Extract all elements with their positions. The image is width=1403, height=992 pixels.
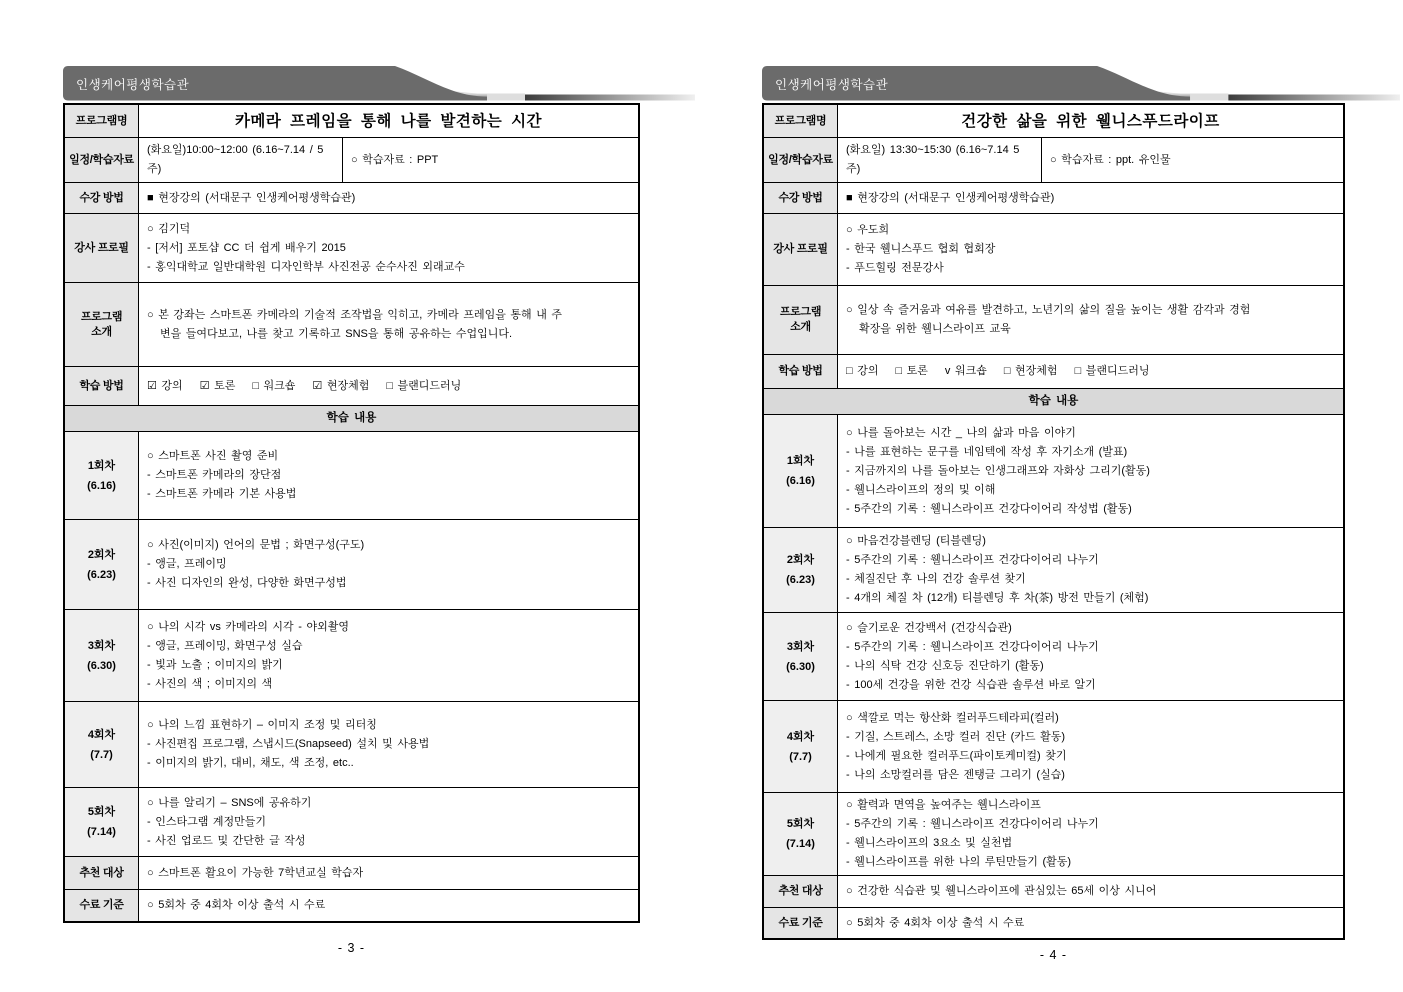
text-line: - 5주간의 기록 : 웰니스라이프 건강다이어리 나누기 (846, 640, 1099, 653)
session-number (65, 788, 139, 856)
session-title: ○ 나를 돌아보는 시간 _ 나의 삶과 마음 이야기 (846, 426, 1076, 439)
text-line: - 나의 소망컬러를 담은 젠탱글 그리기 (실습) (846, 768, 1065, 781)
session-no: 5회차 (87, 806, 116, 818)
text-line: - 사진 디자인의 완성, 다양한 화면구성법 (147, 577, 347, 589)
text-line: - 스마트폰 카메라 기본 사용법 (147, 488, 297, 500)
row-learning-content-header (764, 389, 1343, 415)
text-line: □ 현장체험 (1003, 365, 1058, 377)
row-recommend (65, 857, 638, 890)
session-date: (6.23) (87, 568, 116, 581)
learning-content-header: 학습 내용 (65, 406, 638, 431)
text-line: - 빛과 노출 ; 이미지의 밝기 (147, 658, 283, 671)
label-instructor: 강사 프로필 (764, 214, 838, 285)
text-line: - 100세 건강을 위한 건강 식습관 솔루션 바로 알기 (846, 678, 1096, 691)
session-title: ○ 마음건강블렌딩 (티블렌딩) (846, 535, 986, 547)
session-number (65, 702, 139, 787)
text-line: ☑ 토론 (199, 379, 236, 392)
schedule-value: (화요일) 13:30~15:30 (6.16~7.14 5주) (838, 138, 1042, 182)
row-completion (764, 908, 1343, 938)
session-bullets (147, 813, 630, 851)
row-instructor (764, 214, 1343, 286)
text-line: ○ 본 강좌는 스마트폰 카메라의 기술적 조작법을 익히고, 카메라 프레임을 통해 내 주 (147, 308, 563, 321)
text-line: ☑ 현장체험 (312, 379, 370, 392)
row-learning-method (65, 367, 638, 406)
session-bullets (147, 637, 630, 694)
session-no: 3회차 (87, 639, 116, 652)
label-enroll-method: 수강 방법 (65, 183, 139, 213)
label-recommend: 추천 대상 (65, 857, 139, 889)
label-recommend: 추천 대상 (764, 876, 838, 907)
label-learning-method: 학습 방법 (764, 355, 838, 388)
text-line: 확장을 위한 웰니스라이프 교육 (859, 323, 1011, 335)
session-date: (7.7) (90, 748, 113, 761)
session-bullets (846, 551, 1335, 608)
text-line: - 스마트폰 카메라의 장단점 (147, 469, 282, 481)
text-line: - 5주간의 기록 : 웰니스라이프 건강다이어리 작성법 (활동) (846, 502, 1132, 515)
site-banner (63, 66, 695, 101)
label-learning-method: 학습 방법 (65, 367, 139, 405)
text-line: - 이미지의 밝기, 대비, 채도, 색 조정, etc.. (147, 757, 354, 769)
text-line: ○ 김기덕 (147, 222, 191, 235)
text-line: - 체질진단 후 나의 건강 솔루션 찾기 (846, 573, 1026, 585)
session-title: ○ 사진(이미지) 언어의 문법 ; 화면구성(구도) (147, 539, 365, 551)
session-no: 2회차 (786, 554, 815, 566)
session-date: (7.14) (786, 838, 815, 850)
text-line: □ 워크숍 (252, 379, 296, 392)
session-row-4 (764, 701, 1343, 793)
page-number: - 3 - (337, 941, 366, 955)
text-line: ☑ 강의 (147, 379, 183, 392)
row-program-name (764, 105, 1343, 138)
session-content (139, 520, 638, 609)
session-title: ○ 색깔로 먹는 항산화 컬러푸드테라피(컬러) (846, 711, 1059, 724)
session-date: (7.14) (87, 826, 116, 838)
text-line: - 4개의 체질 차 (12개) 티블렌딩 후 차(茶) 방전 만들기 (체험) (846, 592, 1149, 604)
text-line: - 사진편집 프로그램, 스냅시드(Snapseed) 설치 및 사용법 (147, 738, 430, 750)
label-intro: 프로그램 소개 (65, 283, 139, 366)
label-completion: 수료 기준 (764, 908, 838, 938)
session-row-3 (764, 613, 1343, 701)
site-banner (762, 66, 1400, 101)
session-row-2 (65, 520, 638, 610)
recommend-value: ○ 건강한 식습관 및 웰니스라이프에 관심있는 65세 이상 시니어 (846, 885, 1157, 897)
row-recommend (764, 876, 1343, 908)
text-line: v 워크숍 (944, 365, 987, 377)
session-row-2 (764, 528, 1343, 613)
label-schedule: 일정/학습자료 (65, 138, 139, 182)
program-name: 건강한 삶을 위한 웰니스푸드라이프 (961, 112, 1220, 130)
session-date: (6.23) (786, 574, 815, 586)
session-content (838, 793, 1343, 875)
text-line: □ 강의 (846, 365, 879, 377)
learning-method-checkboxes (838, 355, 1343, 388)
session-number (65, 432, 139, 519)
session-content (838, 415, 1343, 527)
text-line: - 푸드힐링 전문강사 (846, 262, 944, 274)
session-title: ○ 활력과 면역을 높여주는 웰니스라이프 (846, 799, 1041, 811)
text-line: 변을 들여다보고, 나를 찾고 기록하고 SNS을 통해 공유하는 수업입니다. (160, 327, 513, 340)
session-number (764, 701, 838, 792)
program-table (762, 103, 1345, 940)
text-line: - 홍익대학교 일반대학원 디자인학부 사진전공 순수사진 외래교수 (147, 260, 465, 273)
row-instructor (65, 214, 638, 283)
session-number (764, 528, 838, 612)
text-line: - 앵글, 프레이밍, 화면구성 실습 (147, 639, 303, 652)
session-number (764, 793, 838, 875)
session-bullets (147, 466, 630, 504)
text-line: □ 블랜디드러닝 (386, 379, 462, 392)
text-line: - 5주간의 기록 : 웰니스라이프 건강다이어리 나누기 (846, 818, 1099, 830)
text-line: - 5주간의 기록 : 웰니스라이프 건강다이어리 나누기 (846, 554, 1099, 566)
session-row-5 (764, 793, 1343, 876)
session-title: ○ 슬기로운 건강백서 (건강식습관) (846, 621, 1012, 634)
session-bullets (846, 443, 1335, 519)
session-bullets (846, 728, 1335, 785)
completion-value: ○ 5회차 중 4회차 이상 출석 시 수료 (147, 899, 326, 911)
row-schedule (65, 138, 638, 183)
session-no: 5회차 (786, 818, 815, 830)
session-content (139, 702, 638, 787)
page-number: - 4 - (1039, 948, 1068, 962)
text-line: - [저서] 포토샵 CC 더 쉽게 배우기 2015 (147, 241, 346, 254)
label-enroll-method: 수강 방법 (764, 183, 838, 213)
session-no: 4회차 (87, 728, 116, 741)
session-content (838, 528, 1343, 612)
session-bullets (147, 735, 630, 773)
text-line: - 나의 식탁 건강 신호등 진단하기 (활동) (846, 659, 1044, 672)
row-program-name (65, 105, 638, 138)
session-title: ○ 나의 느낌 표현하기 – 이미지 조정 및 리터칭 (147, 719, 377, 731)
text-line: ○ 일상 속 즐거움과 여유를 발견하고, 노년기의 삶의 질을 높이는 생활 감각과 경험 (846, 304, 1251, 316)
program-intro (838, 286, 1343, 354)
enroll-method-value: ■ 현장강의 (서대문구 인생케어평생학습관) (846, 191, 1055, 204)
session-number (764, 613, 838, 700)
session-content (139, 788, 638, 856)
session-number (764, 415, 838, 527)
text-line: - 웰니스라이프의 3요소 및 실천법 (846, 837, 1013, 849)
row-enroll-method (65, 183, 638, 214)
session-row-4 (65, 702, 638, 788)
row-completion (65, 890, 638, 921)
session-date: (7.7) (789, 750, 812, 763)
session-no: 3회차 (786, 640, 815, 653)
text-line: - 지금까지의 나를 돌아보는 인생그래프와 자화상 그리기(활동) (846, 464, 1150, 477)
program-table (63, 103, 640, 923)
session-content (838, 701, 1343, 792)
program-name: 카메라 프레임을 통해 나를 발견하는 시간 (234, 112, 543, 130)
text-line: - 나를 표현하는 문구를 네임텍에 작성 후 자기소개 (발표) (846, 445, 1128, 458)
session-number (65, 610, 139, 701)
page-3 (63, 66, 640, 955)
row-learning-method (764, 355, 1343, 389)
session-content (838, 613, 1343, 700)
session-date: (6.30) (786, 660, 815, 673)
session-number (65, 520, 139, 609)
recommend-value: ○ 스마트폰 활요이 가능한 7학년교실 학습자 (147, 866, 364, 879)
session-no: 2회차 (87, 548, 116, 561)
label-completion: 수료 기준 (65, 890, 139, 921)
materials-value: ○ 학습자료 : ppt. 유인물 (1050, 153, 1171, 166)
banner-title: 인생케어평생학습관 (775, 78, 889, 92)
session-row-1 (65, 432, 638, 520)
session-no: 4회차 (786, 730, 815, 743)
session-date: (6.16) (786, 475, 815, 487)
label-instructor: 강사 프로필 (65, 214, 139, 282)
text-line: - 한국 웰니스푸드 협회 협회장 (846, 243, 996, 255)
text-line: - 인스타그램 계정만들기 (147, 815, 267, 828)
text-line: - 나에게 필요한 컬러푸드(파이토케미컬) 찾기 (846, 749, 1067, 762)
session-title: ○ 스마트폰 사진 촬영 준비 (147, 450, 279, 462)
instructor-profile (139, 214, 638, 282)
label-intro: 프로그램 소개 (764, 286, 838, 354)
session-title: ○ 나를 알리기 – SNS에 공유하기 (147, 796, 312, 809)
text-line: - 기질, 스트레스, 소망 컬러 진단 (카드 활동) (846, 730, 1066, 743)
text-line: ○ 우도희 (846, 224, 890, 236)
text-line: - 사진 업로드 및 간단한 글 작성 (147, 834, 306, 847)
session-row-5 (65, 788, 638, 857)
row-learning-content-header (65, 406, 638, 432)
session-no: 1회차 (87, 459, 116, 472)
program-intro (139, 283, 638, 366)
session-row-1 (764, 415, 1343, 528)
session-no: 1회차 (786, 455, 815, 467)
session-row-3 (65, 610, 638, 702)
session-content (139, 432, 638, 519)
session-date: (6.30) (87, 659, 116, 672)
label-program-name: 프로그램명 (65, 105, 139, 137)
session-bullets (846, 638, 1335, 695)
text-line: - 앵글, 프레이밍 (147, 558, 227, 570)
row-intro (764, 286, 1343, 355)
row-schedule (764, 138, 1343, 183)
enroll-method-value: ■ 현장강의 (서대문구 인생케어평생학습관) (147, 191, 356, 204)
text-line: □ 토론 (895, 365, 928, 377)
text-line: - 사진의 색 ; 이미지의 색 (147, 677, 273, 690)
session-bullets (147, 555, 630, 593)
label-schedule: 일정/학습자료 (764, 138, 838, 182)
schedule-value: (화요일)10:00~12:00 (6.16~7.14 / 5주) (139, 138, 343, 182)
materials-value: ○ 학습자료 : PPT (351, 153, 439, 166)
text-line: - 웰니스라이프를 위한 나의 루틴만들기 (활동) (846, 856, 1072, 868)
row-intro (65, 283, 638, 367)
banner-title: 인생케어평생학습관 (76, 78, 190, 92)
learning-content-header: 학습 내용 (764, 389, 1343, 414)
completion-value: ○ 5회차 중 4회차 이상 출석 시 수료 (846, 916, 1025, 929)
text-line: - 웰니스라이프의 정의 및 이해 (846, 483, 996, 496)
session-bullets (846, 815, 1335, 872)
page-4 (762, 66, 1345, 962)
learning-method-checkboxes (139, 367, 638, 405)
session-title: ○ 나의 시각 vs 카메라의 시각 - 야외촬영 (147, 620, 349, 633)
text-line: □ 블랜디드러닝 (1074, 365, 1150, 377)
instructor-profile (838, 214, 1343, 285)
session-content (139, 610, 638, 701)
session-date: (6.16) (87, 479, 116, 492)
row-enroll-method (764, 183, 1343, 214)
label-program-name: 프로그램명 (764, 105, 838, 137)
